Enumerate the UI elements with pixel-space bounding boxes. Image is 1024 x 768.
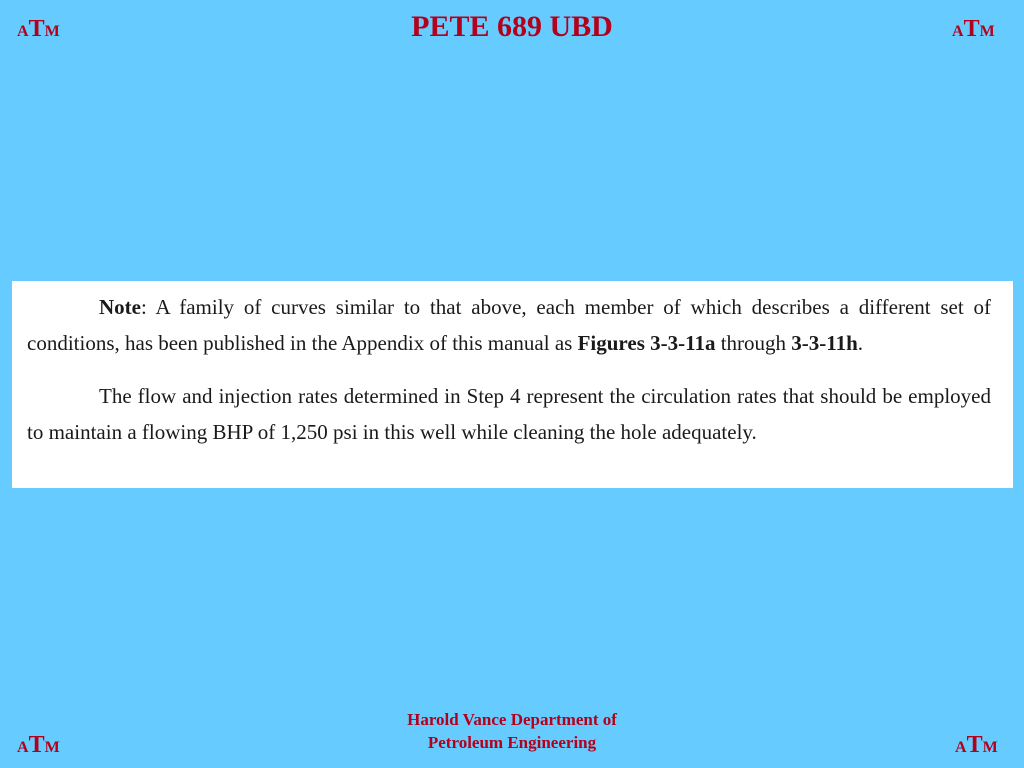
flow-rates-paragraph: The flow and injection rates determined in Step 4 represent the circulation rates that should be employed to maintain a flowing BHP of 1,250 psi in this well while cleaning the hole adequately. <box>27 384 991 444</box>
figures-reference-end: 3-3-11h <box>791 331 858 355</box>
slide-title: PETE 689 UBD <box>411 10 613 43</box>
atm-logo-top-right: ATM <box>952 16 995 42</box>
footer-line-2: Petroleum Engineering <box>427 733 597 752</box>
scanned-text-excerpt <box>12 281 1013 488</box>
footer-line-1: Harold Vance Department of <box>407 710 617 729</box>
department-footer <box>312 708 712 754</box>
figures-reference-start: Figures 3-3-11a <box>577 331 716 355</box>
note-label: Note <box>99 295 141 319</box>
atm-logo-top-left: ATM <box>17 16 60 42</box>
atm-logo-bottom-right: ATM <box>955 732 998 758</box>
atm-logo-bottom-left: ATM <box>17 732 60 758</box>
note-paragraph: Note: A family of curves similar to that above, each member of which describes a different set of conditions, has been published in the Appendix of this manual as Figures 3-3-11a through 3-3-11h. <box>27 295 991 355</box>
